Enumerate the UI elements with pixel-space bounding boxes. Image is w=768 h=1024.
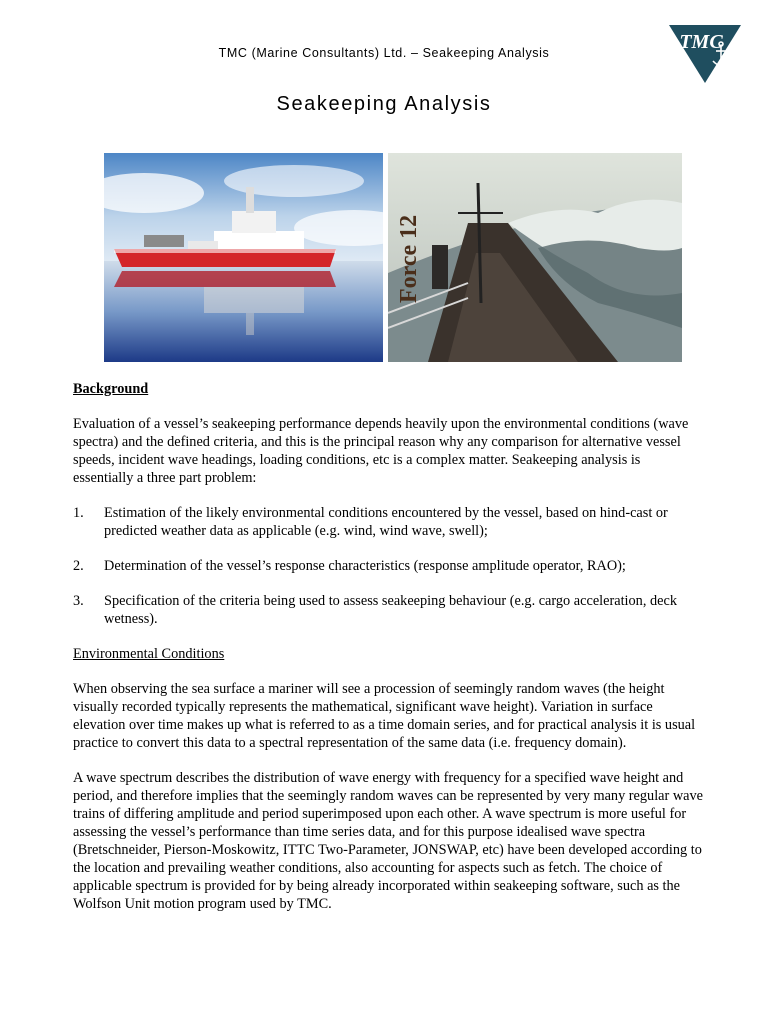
environmental-paragraph-2: A wave spectrum describes the distribution of wave energy with frequency for a specified wave height and period, and therefore implies that the seemingly random waves can be represented by very many regular wave trains of differing amplitude and period superimposed upon each other. A wave spectrum is more useful for assessing the vessel’s performance than time series data, and for this purpose idealised wave spectra (Bretschneider, Pierson-Moskowitz, ITTC Two-Parameter, JONSWAP, etc) have been developed according to the location and prevailing weather conditions, also accounting for aspects such as fetch. The choice of applicable spectrum is provided for by being already incorporated within seakeeping software, such as the Wolfson Unit motion program used by TMC. <box>73 770 704 912</box>
running-header: TMC (Marine Consultants) Ltd. – Seakeeping Analysis <box>218 46 550 60</box>
environmental-paragraph-1: When observing the sea surface a mariner will see a procession of seemingly random waves (the height visually recorded typically represents the mathematical, significant wave height). Variation in surface elevation over time makes up what is referred to as a time domain series, and for practical analysis it is usual practice to convert this data to a spectral representation of the same data (i.e. frequency domain). <box>73 681 696 751</box>
tmc-logo <box>668 24 742 84</box>
list-item <box>73 557 703 575</box>
list-item <box>73 504 703 540</box>
list-number: 1. <box>73 505 84 521</box>
storm-ship-photo <box>388 153 682 362</box>
document-body <box>73 380 703 930</box>
intro-paragraph: Evaluation of a vessel’s seakeeping performance depends heavily upon the environmental conditions (wave spectra) and the defined criteria, and this is the principal reason why any comparison for alternative vessel speeds, incident wave headings, loading conditions, etc is a complex matter. Seakeeping analysis is essentially a three part problem: <box>73 416 689 486</box>
page-title: Seakeeping Analysis <box>276 93 492 115</box>
icebreaker-ship-photo <box>104 153 383 362</box>
list-number: 2. <box>73 558 84 574</box>
force-12-label: Force 12 <box>396 214 422 303</box>
list-number: 3. <box>73 593 84 609</box>
list-text: Determination of the vessel’s response characteristics (response amplitude operator, RAO); <box>104 558 626 574</box>
list-text: Specification of the criteria being used to assess seakeeping behaviour (e.g. cargo acceleration, deck wetness). <box>104 593 677 627</box>
list-item <box>73 592 703 628</box>
list-text: Estimation of the likely environmental conditions encountered by the vessel, based on hind-cast or predicted weather data as applicable (e.g. wind, wind wave, swell); <box>104 505 668 539</box>
environmental-conditions-heading: Environmental Conditions <box>73 646 225 662</box>
logo-text: TMC <box>679 31 723 53</box>
background-heading: Background <box>73 381 149 397</box>
